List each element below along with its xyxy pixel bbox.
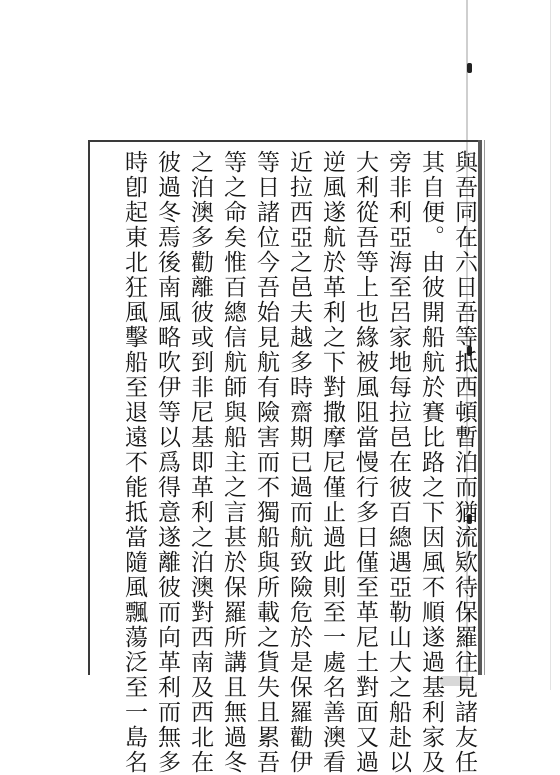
- text-column: 旁非利亞海至呂家地每拉邑在彼百總遇亞勒山大之船赴以: [385, 150, 411, 775]
- text-column: 等之命矣惟百總信航師與船主之言甚於保羅所講且無過冬: [220, 150, 246, 775]
- text-column: 彼過冬焉後南風略吹伊等以爲得意遂離彼而向革利而無多: [154, 150, 180, 775]
- text-column: 之泊澳多勸離彼或到非尼基即革利之泊澳對西南及西北在: [187, 150, 213, 775]
- text-column: 與吾同在六日吾等抵西頓暫泊而猶流欵待保羅往見諸友任: [451, 150, 477, 775]
- page-edge-line: [550, 0, 551, 690]
- page-frame-border: [484, 140, 485, 675]
- text-column: 大利從吾等上也緣被風阻當慢行多日僅至革尼土對面又過: [352, 150, 378, 775]
- text-column: 其自便。由彼開船航於賽比路之下因風不順遂過基利家及: [418, 150, 444, 775]
- page-frame-border: [478, 140, 482, 675]
- text-column: 逆風遂航於革利之下對撒摩尼僅止過此則至一處名善澳看: [319, 150, 345, 775]
- text-column: 近拉西亞之邑夫越多時齋期已過而航致險危於是保羅勸伊: [286, 150, 312, 775]
- text-column: 時卽起東北狂風擊船至退遠不能抵當隨風飄蕩泛至一島名: [121, 150, 147, 775]
- binding-mark: [467, 63, 472, 73]
- text-column: 等日諸位今吾始見航有險害而不獨船與所載之貨失且累吾: [253, 150, 279, 775]
